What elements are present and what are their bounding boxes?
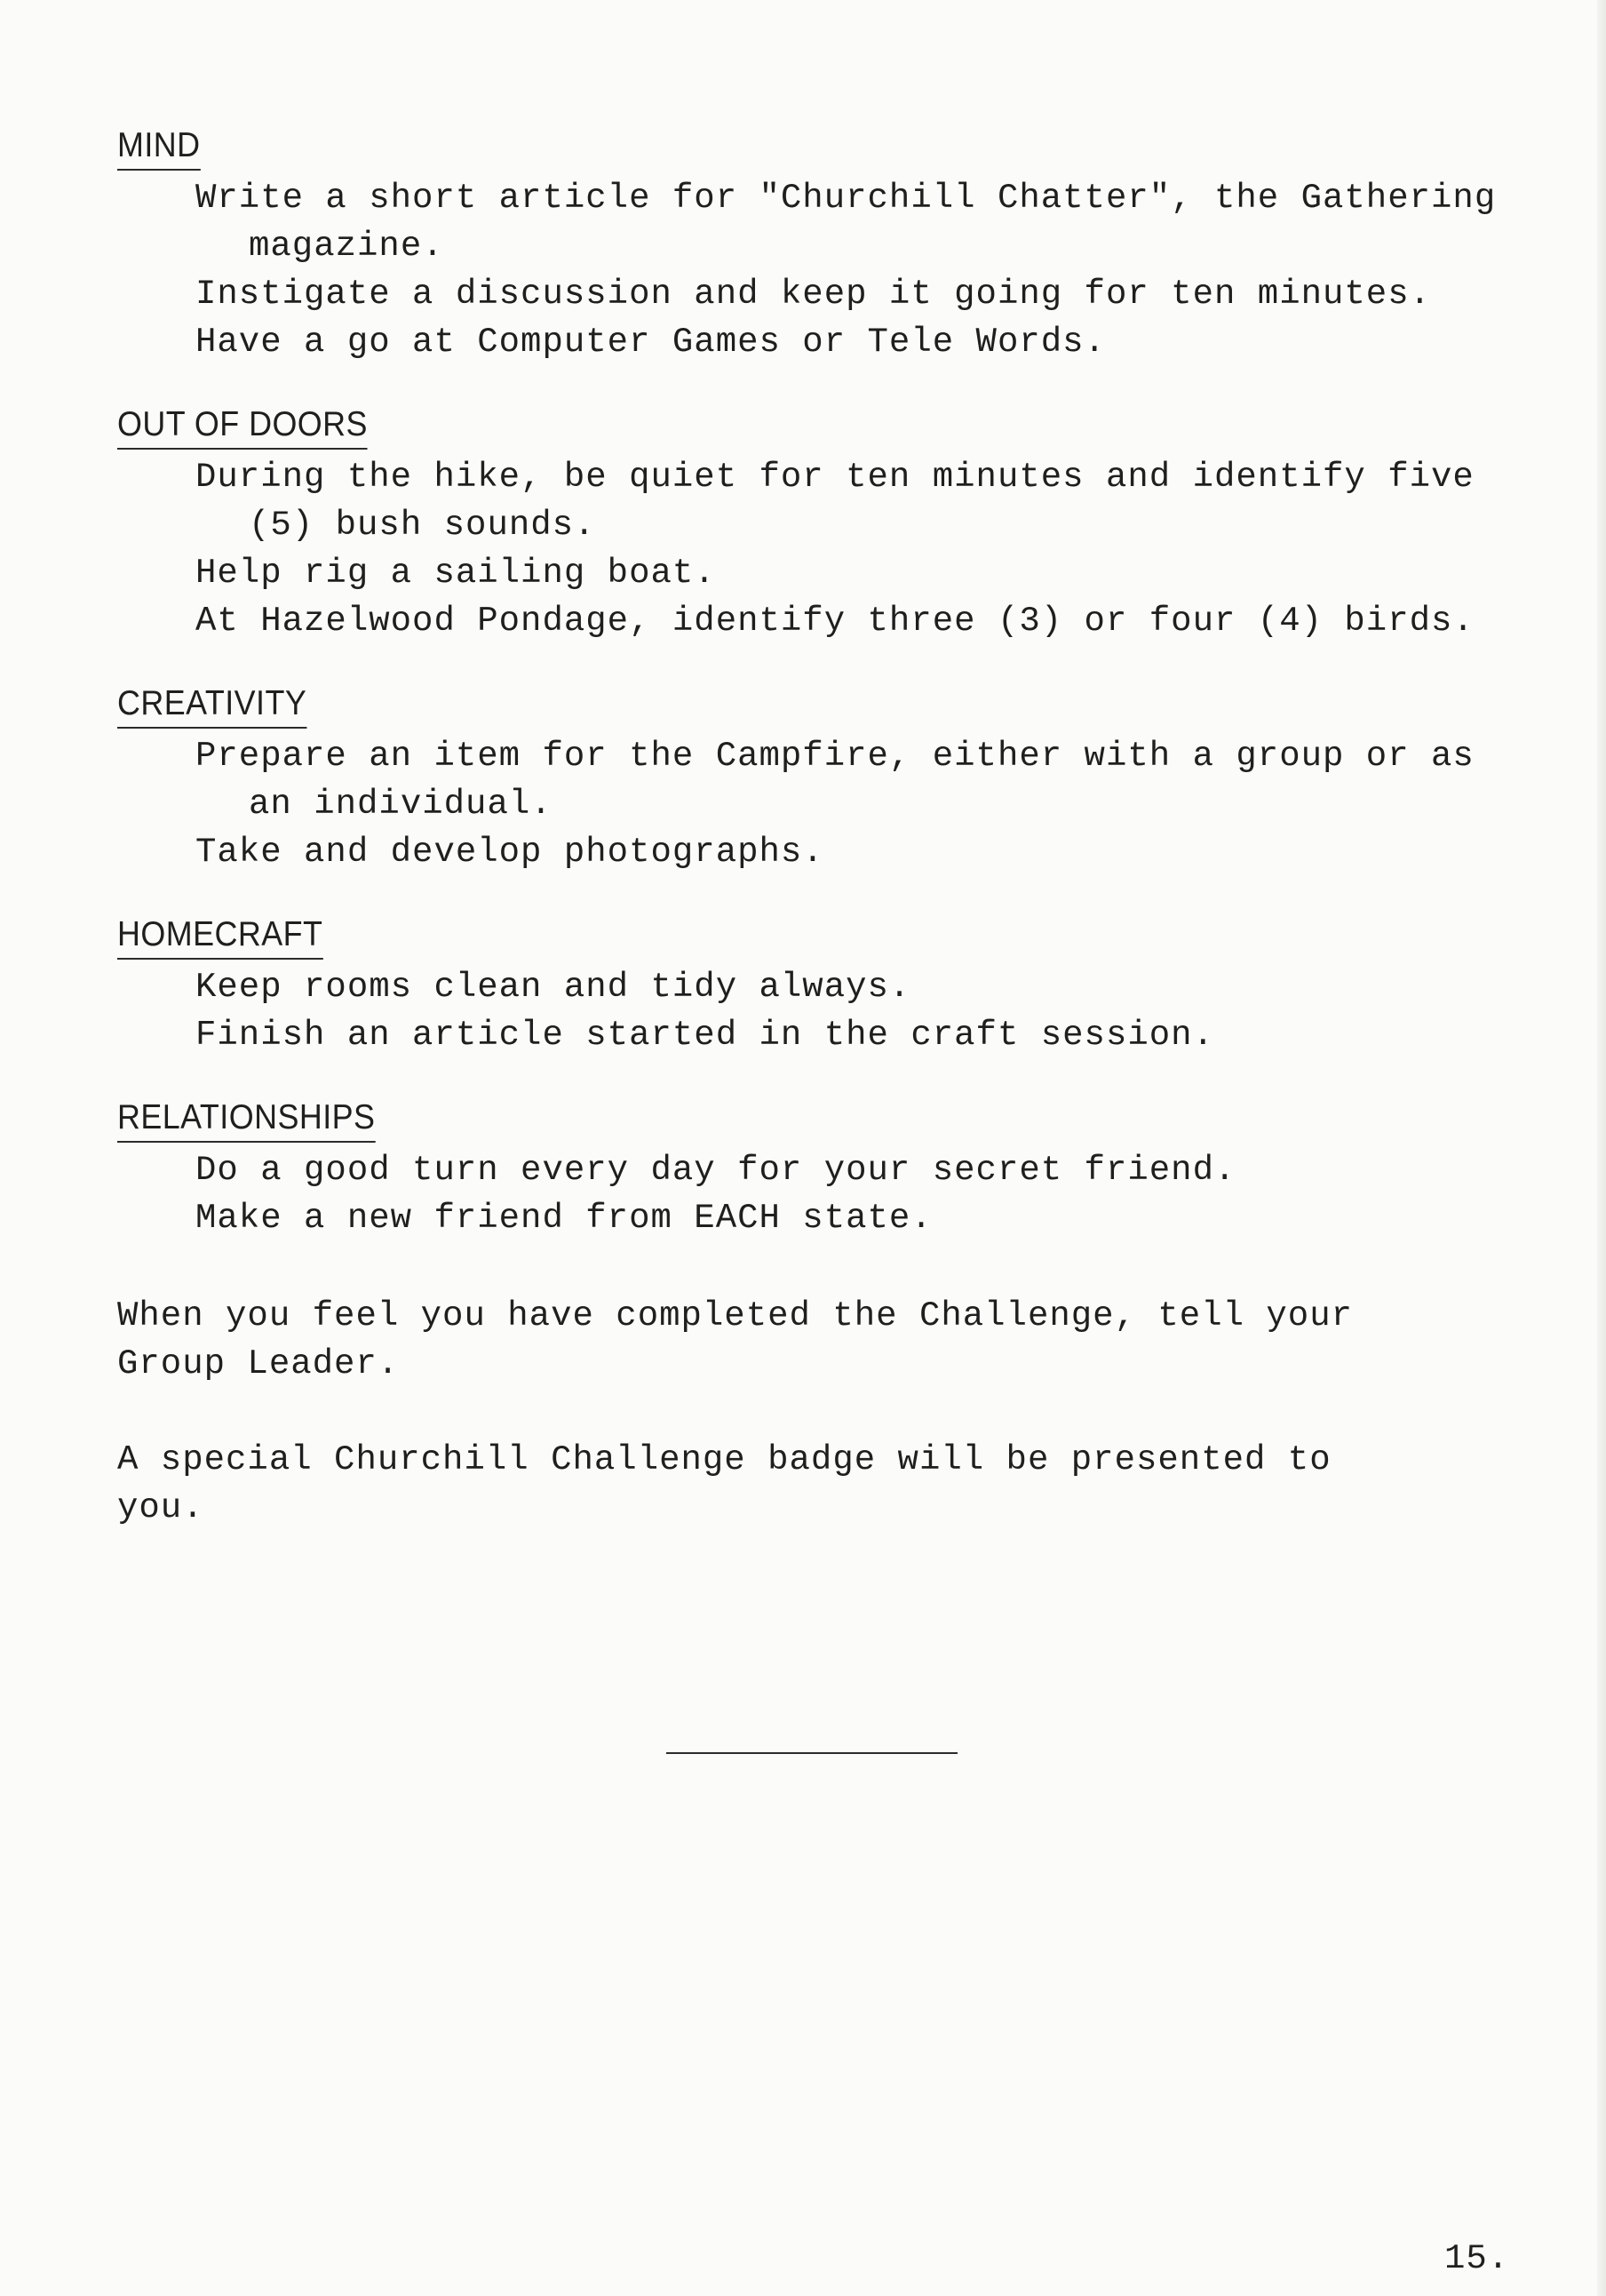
section-relationships <box>117 1096 1503 1242</box>
section-creativity <box>117 682 1503 876</box>
section-heading: MIND <box>117 124 201 171</box>
list-item: Prepare an item for the Campfire, either with a group or as an individual. <box>195 737 1475 824</box>
badge-note: A special Churchill Challenge badge will be presented to you. <box>117 1440 1332 1527</box>
section-out-of-doors <box>117 403 1503 645</box>
section-heading: RELATIONSHIPS <box>117 1096 375 1143</box>
list-item: Do a good turn every day for your secret friend. <box>195 1151 1236 1190</box>
page-edge <box>1597 0 1606 2296</box>
list-item: Instigate a discussion and keep it going for ten minutes. <box>195 275 1432 314</box>
section-heading: CREATIVITY <box>117 682 306 729</box>
section-heading: OUT OF DOORS <box>117 403 368 450</box>
closing-rule <box>666 1752 958 1754</box>
list-item: At Hazelwood Pondage, identify three (3) or four (4) birds. <box>195 602 1475 641</box>
document-body <box>117 124 1503 1580</box>
list-item: Help rig a sailing boat. <box>195 554 716 593</box>
list-item: Make a new friend from EACH state. <box>195 1199 933 1238</box>
list-item: Have a go at Computer Games or Tele Words. <box>195 323 1106 362</box>
list-item: Keep rooms clean and tidy always. <box>195 968 911 1007</box>
section-heading: HOMECRAFT <box>117 913 322 960</box>
list-item: During the hike, be quiet for ten minutes and identify five (5) bush sounds. <box>195 458 1475 545</box>
list-item: Take and develop photographs. <box>195 833 824 872</box>
list-item: Finish an article started in the craft session. <box>195 1016 1214 1055</box>
section-mind <box>117 124 1503 366</box>
section-homecraft <box>117 913 1503 1059</box>
list-item: Write a short article for "Churchill Chatter", the Gathering magazine. <box>195 179 1497 266</box>
completion-note: When you feel you have completed the Challenge, tell your Group Leader. <box>117 1296 1354 1383</box>
page-number: 15. <box>1444 2239 1510 2278</box>
